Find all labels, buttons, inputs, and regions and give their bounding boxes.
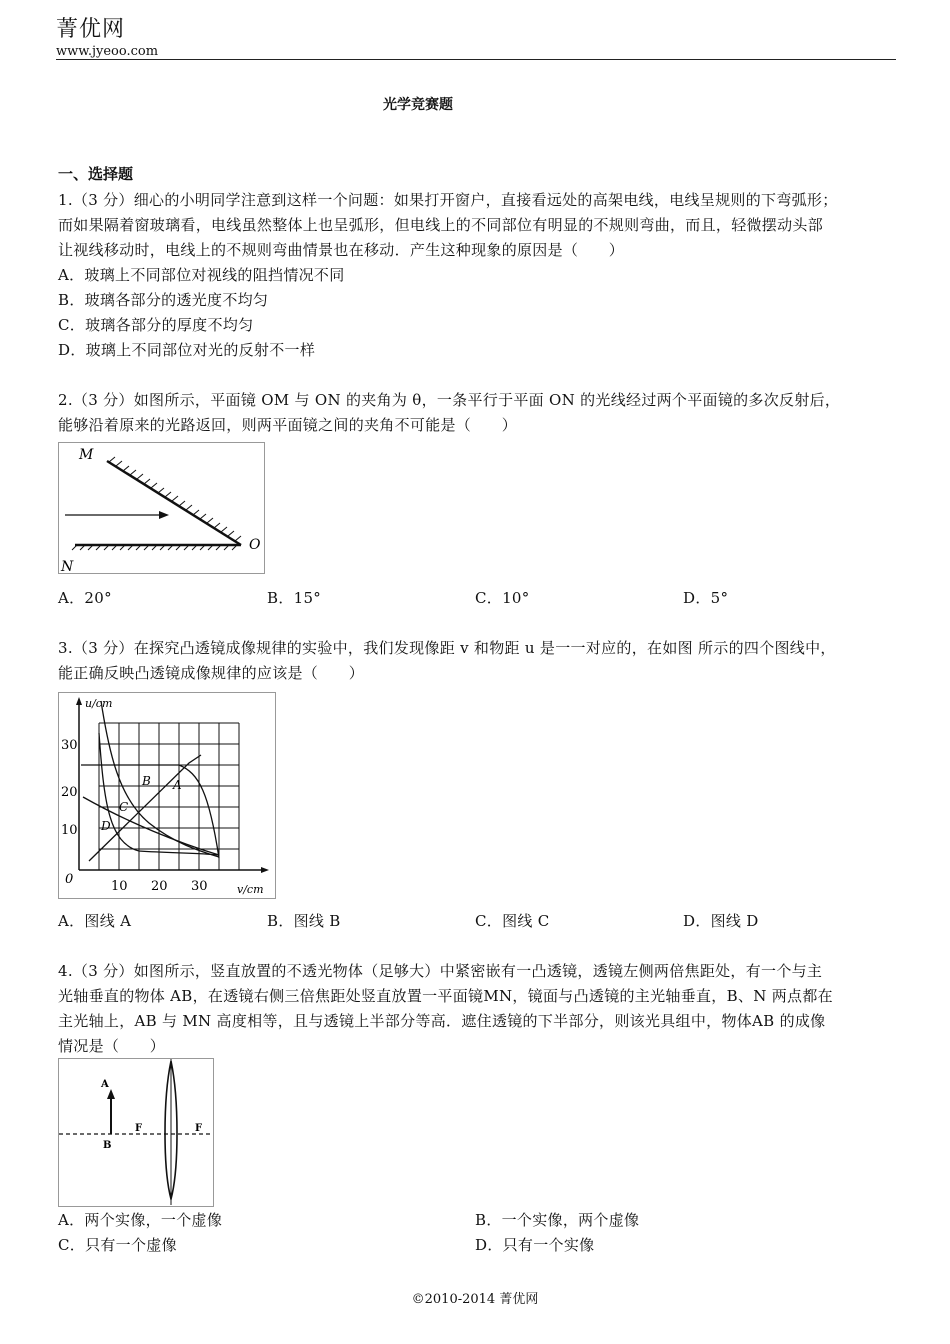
lens-figure	[58, 1058, 214, 1207]
question-4-stem-line: 主光轴上，AB 与 MN 高度相等，且与透镜上半部分等高．遮住透镜的下半部分，则该光具组中，物体AB 的成像	[58, 1012, 826, 1030]
label-o: O	[249, 537, 261, 553]
x-tick: 30	[191, 879, 208, 894]
label-n: N	[61, 559, 74, 573]
y-tick: 0	[65, 872, 74, 887]
y-tick: 10	[61, 823, 78, 838]
object-arrowhead	[107, 1089, 115, 1099]
header-divider	[56, 59, 896, 60]
question-2-stem-line: 能够沿着原来的光路返回，则两平面镜之间的夹角不可能是（ ）	[58, 416, 518, 434]
question-2-option-a[interactable]: A．20°	[58, 589, 112, 607]
question-1-stem-line: 让视线移动时，电线上的不规则弯曲情景也在移动．产生这种现象的原因是（ ）	[58, 241, 625, 259]
curve-label-c: C	[119, 800, 129, 814]
y-axis-label: u/cm	[85, 697, 113, 710]
question-3-option-c[interactable]: C．图线 C	[475, 912, 550, 930]
label-m: M	[79, 447, 94, 463]
question-3-option-a[interactable]: A．图线 A	[58, 912, 132, 930]
question-4-stem-line: 情况是（ ）	[58, 1037, 166, 1055]
ray-arrowhead	[159, 511, 169, 519]
question-2	[58, 388, 904, 438]
page-footer: ©2010-2014 菁优网	[411, 1292, 539, 1307]
question-4-option-b[interactable]: B．一个实像，两个虚像	[475, 1211, 640, 1229]
question-3-stem-line: 能正确反映凸透镜成像规律的应该是（ ）	[58, 664, 365, 682]
curve-label-a: A	[173, 778, 182, 792]
page-title: 光学竞赛题	[383, 97, 453, 113]
label-f-left: F	[135, 1123, 143, 1134]
question-4-stem-line: 光轴垂直的物体 AB，在透镜右侧三倍焦距处竖直放置一平面镜MN，镜面与凸透镜的主光轴垂直，B、N 两点都在	[58, 987, 833, 1005]
question-1	[58, 188, 904, 363]
question-4-option-a[interactable]: A．两个实像，一个虚像	[58, 1211, 223, 1229]
label-b: B	[103, 1140, 112, 1151]
question-1-option-a[interactable]: A．玻璃上不同部位对视线的阻挡情况不同	[58, 266, 345, 284]
label-f-right: F	[195, 1123, 203, 1134]
y-tick: 30	[61, 738, 78, 753]
question-4-option-c[interactable]: C．只有一个虚像	[58, 1236, 177, 1254]
question-2-option-b[interactable]: B．15°	[267, 589, 322, 607]
x-axis-arrow	[261, 867, 269, 873]
y-axis-arrow	[76, 697, 82, 705]
curve-label-b: B	[142, 774, 151, 788]
x-axis-label: v/cm	[237, 883, 264, 896]
mirror-om	[107, 461, 241, 545]
question-2-option-c[interactable]: C．10°	[475, 589, 530, 607]
question-1-option-d[interactable]: D．玻璃上不同部位对光的反射不一样	[58, 341, 316, 359]
uv-graph	[59, 693, 275, 898]
mirror-diagram	[59, 443, 264, 573]
curve-label-d: D	[101, 819, 111, 833]
x-tick: 10	[111, 879, 128, 894]
graph-figure	[58, 692, 276, 899]
y-tick: 20	[61, 785, 78, 800]
mirror-om-hatching	[109, 457, 241, 541]
question-1-option-c[interactable]: C．玻璃各部分的厚度不均匀	[58, 316, 254, 334]
question-2-option-d[interactable]: D．5°	[683, 589, 729, 607]
question-4	[58, 959, 904, 1059]
question-3-option-b[interactable]: B．图线 B	[267, 912, 341, 930]
question-3	[58, 636, 904, 686]
x-tick: 20	[151, 879, 168, 894]
label-a: A	[101, 1079, 109, 1090]
question-1-stem-line: 而如果隔着窗玻璃看，电线虽然整体上也呈弧形，但电线上的不同部位有明显的不规则弯曲，而且，轻微摆动头部	[58, 216, 824, 234]
question-4-stem-line: 4.（3 分）如图所示，竖直放置的不透光物体（足够大）中紧密嵌有一凸透镜，透镜左侧两倍焦距处，有一个与主	[58, 962, 823, 980]
question-1-option-b[interactable]: B．玻璃各部分的透光度不均匀	[58, 291, 269, 309]
lens-diagram	[59, 1059, 213, 1206]
section-title: 一、选择题	[58, 165, 134, 183]
question-1-stem-line: 1.（3 分）细心的小明同学注意到这样一个问题：如果打开窗户，直接看远处的高架电线，电线呈规则的下弯弧形；	[58, 191, 838, 209]
question-3-stem-line: 3.（3 分）在探究凸透镜成像规律的实验中，我们发现像距 v 和物距 u 是一一对应的，在如图 所示的四个图线中，	[58, 639, 836, 657]
question-2-stem-line: 2.（3 分）如图所示，平面镜 OM 与 ON 的夹角为 θ，一条平行于平面 ON 的光线经过两个平面镜的多次反射后，	[58, 391, 841, 409]
mirror-figure	[58, 442, 265, 574]
question-3-option-d[interactable]: D．图线 D	[683, 912, 759, 930]
site-url: www.jyeoo.com	[56, 44, 159, 59]
question-4-option-d[interactable]: D．只有一个实像	[475, 1236, 595, 1254]
site-logo-text: 菁优网	[56, 17, 126, 42]
